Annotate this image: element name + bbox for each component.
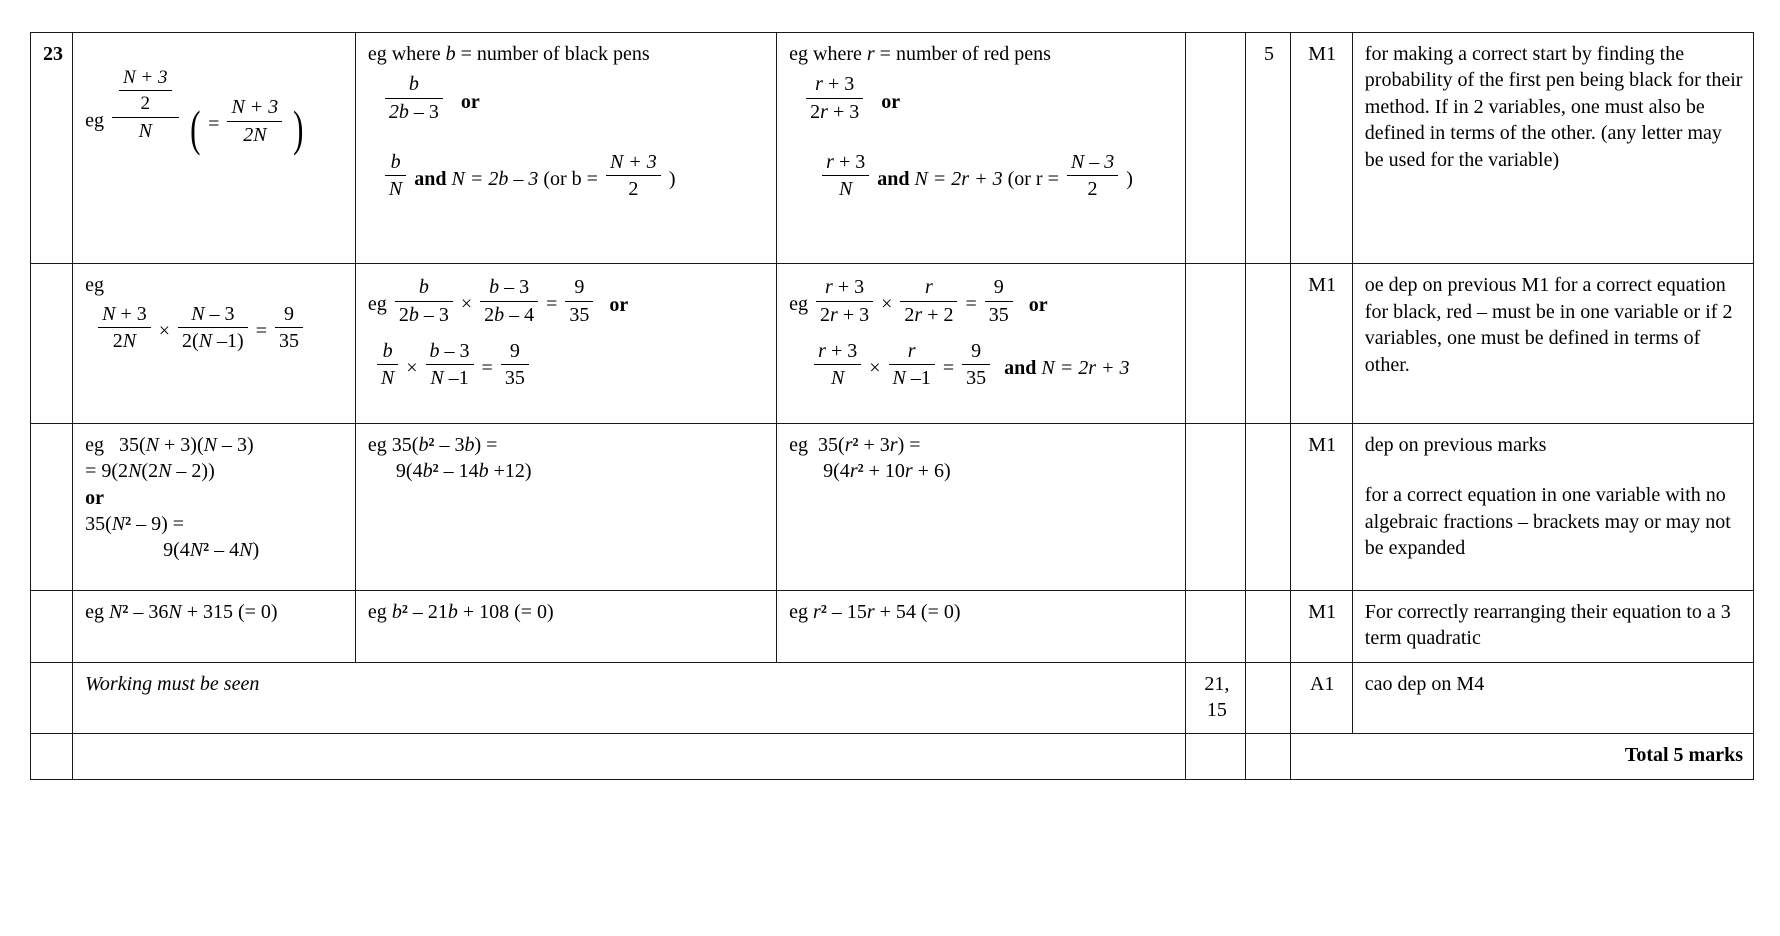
line-r3c3-2: 9(4r² + 10r + 6)	[823, 460, 951, 483]
line-r3c2-1: eg 35(b² – 3b) =	[367, 433, 498, 456]
definition-line-r: eg where r = number of red pens	[789, 43, 1051, 65]
answer-cell-variant-r-row4: eg r² – 15r + 54 (= 0)	[777, 590, 1186, 662]
total-column-r6	[1186, 734, 1246, 779]
fraction-r-over-2r2: $\frac{r}{2r + 2}$	[900, 276, 957, 327]
fraction-9-over-35-r2c3b: $\frac{9}{35}$	[962, 340, 990, 391]
equals-r2c1: =	[255, 320, 267, 343]
answer-cell-variant-b-row2	[355, 264, 776, 423]
fraction-N3-over-2N: $\frac{N + 3}{2N}$	[98, 303, 151, 354]
answer-cell-variant-r-row3	[777, 423, 1186, 590]
equals-r2c3: =	[965, 293, 977, 316]
and-label-r2c3: and	[1004, 356, 1037, 379]
eg-label-r2c2: eg	[367, 293, 387, 316]
alt-r-open: (or r =	[1007, 167, 1059, 190]
or-label-r1c2: or	[460, 90, 480, 113]
answer-cell-variant-b-row4: eg b² – 21b + 108 (= 0)	[355, 590, 776, 662]
times-sign-r2c1: ×	[158, 320, 171, 343]
answer-cell-variant-N-row2	[73, 264, 356, 423]
table-row	[31, 33, 1754, 264]
eg-label-r2c3: eg	[789, 293, 809, 316]
marks-column-r6	[1246, 734, 1290, 779]
definition-line-b: eg where b = number of black pens	[367, 43, 650, 65]
question-number-blank-r4	[31, 590, 73, 662]
mark-code-r5: A1	[1290, 662, 1352, 734]
table-row	[31, 423, 1754, 590]
alt-b-open: (or b =	[543, 167, 598, 190]
line-r3c1-4: 9(4N² – 4N)	[163, 539, 260, 562]
total-marks-label: Total 5 marks	[1290, 734, 1753, 779]
times-r2c2: ×	[460, 293, 473, 316]
working-must-be-seen: Working must be seen	[73, 662, 1186, 734]
left-paren-icon: (	[189, 100, 200, 157]
total-column-r1	[1186, 33, 1246, 264]
line-r3c2-2: 9(4b² – 14b +12)	[395, 460, 532, 483]
question-number-blank-r5	[31, 662, 73, 734]
or-label-r1c3: or	[881, 90, 901, 113]
fraction-9-over-35-r2c3a: $\frac{9}{35}$	[985, 276, 1013, 327]
question-number-blank-r3	[31, 423, 73, 590]
tail-equation-r2c3: N = 2r + 3	[1041, 356, 1130, 379]
answer-cell-variant-b-row3	[355, 423, 776, 590]
fraction-b-over-N-r2: $\frac{b}{N}$	[377, 340, 398, 391]
or-label-r2c3: or	[1028, 293, 1048, 316]
right-paren-icon: )	[293, 100, 304, 157]
total-marks-column: 21, 15	[1186, 662, 1246, 734]
notes-r1: for making a correct start by finding the probability of the first pen being black for their method. If in 2 variables, one must also be defined in terms of the other. (any letter may be used for the variable)	[1352, 33, 1753, 264]
marks-column-r3	[1246, 423, 1290, 590]
answer-cell-variant-N-row4: eg N² – 36N + 315 (= 0)	[73, 590, 356, 662]
marks-column-r5	[1246, 662, 1290, 734]
notes-r3	[1352, 423, 1753, 590]
total-column-r4	[1186, 590, 1246, 662]
total-column-r2	[1186, 264, 1246, 423]
eg-label-r2c1: eg	[85, 274, 104, 297]
answer-cell-variant-r-row1	[777, 33, 1186, 264]
line-r3c1-2: = 9(2N(2N – 2))	[85, 460, 215, 483]
fraction-N-3-over-2: $\frac{N - 3}{2}$	[1067, 151, 1118, 202]
times2-r2c3: ×	[869, 356, 881, 379]
answer-cell-variant-r-row2	[777, 264, 1186, 423]
and-label-r1c2: and	[414, 167, 447, 190]
marks-column-r2	[1246, 264, 1290, 423]
fraction-N3-over-2: $\frac{N + 3}{2}$	[606, 151, 661, 202]
equals-r2c2: =	[546, 293, 558, 316]
mark-code-r4: M1	[1290, 590, 1352, 662]
equals2-r2c2: =	[481, 356, 493, 379]
times-r2c3: ×	[881, 293, 893, 316]
notes-r3-part2: for a correct equation in one variable with no algebraic fractions – brackets may or may not be expanded	[1364, 484, 1731, 559]
bracket-group-r1c1	[187, 96, 307, 157]
line-r3c3-1: eg 35(r² + 3r) =	[789, 433, 921, 456]
fraction-r3-over-2r3: $\frac{r + 3}{2r + 3}$	[806, 73, 863, 124]
answer-cell-variant-b-row1	[355, 33, 776, 264]
table-row	[31, 264, 1754, 423]
fraction-r3-over-N: $\frac{r + 3}{N}$	[822, 151, 869, 202]
fraction-b-over-2b-3: $\frac{b}{2b - 3}$	[385, 73, 443, 124]
equation-r1c3: N = 2r + 3	[914, 167, 1003, 190]
equals-sign-r1c1: =	[208, 113, 220, 136]
fraction-inner-r1c1: $\frac{N + 3}{2}$	[119, 67, 172, 116]
table-row	[31, 590, 1754, 662]
answer-cell-variant-N-row3	[73, 423, 356, 590]
question-number: 23	[31, 33, 73, 264]
line-r3c1-1: eg 35(N + 3)(N – 3)	[85, 433, 254, 456]
notes-r5: cao dep on M4	[1352, 662, 1753, 734]
notes-r4: For correctly rearranging their equation to a 3 term quadratic	[1352, 590, 1753, 662]
or-label-r2c2: or	[609, 293, 629, 316]
fraction-9-over-35-r2c2a: $\frac{9}{35}$	[565, 276, 593, 327]
eg-label-r1c1: eg	[85, 109, 104, 132]
alt-r-close: )	[1126, 167, 1133, 190]
answer-cell-variant-N-row1	[73, 33, 356, 264]
alt-b-close: )	[668, 167, 676, 190]
mark-code-r1: M1	[1290, 33, 1352, 264]
marks-value-cell: 5	[1246, 33, 1290, 264]
fraction-r3-over-2r3-r2: $\frac{r + 3}{2r + 3}$	[816, 276, 873, 327]
fraction-r-over-N-1: $\frac{r}{N -1}$	[889, 340, 935, 391]
fraction-b-over-N: $\frac{b}{N}$	[385, 151, 406, 202]
notes-r2: oe dep on previous M1 for a correct equation for black, red – must be in one variable or if 2 variables, one must be defined in terms of other.	[1352, 264, 1753, 423]
fraction-b-3-over-2b-4: $\frac{b - 3}{2b - 4}$	[480, 276, 538, 327]
fraction-N-3-over-2N-1: $\frac{N - 3}{2(N -1)}$	[178, 303, 248, 354]
empty-answer-r6	[73, 734, 1186, 779]
fraction-b-3-over-N-1: $\frac{b - 3}{N -1}$	[426, 340, 474, 391]
line-r3c1-3: 35(N² – 9) =	[85, 512, 185, 535]
and-label-r1c3: and	[877, 167, 910, 190]
table-row	[31, 662, 1754, 734]
notes-r3-part1: dep on previous marks	[1364, 433, 1547, 456]
equation-r1c2: N = 2b – 3	[451, 167, 539, 190]
mark-scheme-table	[30, 32, 1754, 780]
question-number-blank-r2	[31, 264, 73, 423]
equals2-r2c3: =	[942, 356, 955, 379]
or-label-r3c1: or	[85, 486, 104, 509]
question-number-blank-r6	[31, 734, 73, 779]
times2-r2c2: ×	[406, 356, 418, 379]
fraction-r3-over-N-r2: $\frac{r + 3}{N}$	[814, 340, 861, 391]
mark-code-r2: M1	[1290, 264, 1352, 423]
total-column-r3	[1186, 423, 1246, 590]
fraction-9-over-35-r2c1: $\frac{9}{35}$	[275, 303, 303, 354]
mark-code-r3: M1	[1290, 423, 1352, 590]
fraction-9-over-35-r2c2b: $\frac{9}{35}$	[501, 340, 529, 391]
marks-column-r4	[1246, 590, 1290, 662]
table-row-total	[31, 734, 1754, 779]
fraction-nested-r1c1: $\frac{\frac{N + 3}{2}}{N}$	[112, 67, 179, 143]
fraction-b-over-2b-3-r2: $\frac{b}{2b - 3}$	[395, 276, 453, 327]
fraction-r1c1b: $\frac{N + 3}{2N}$	[227, 96, 282, 147]
